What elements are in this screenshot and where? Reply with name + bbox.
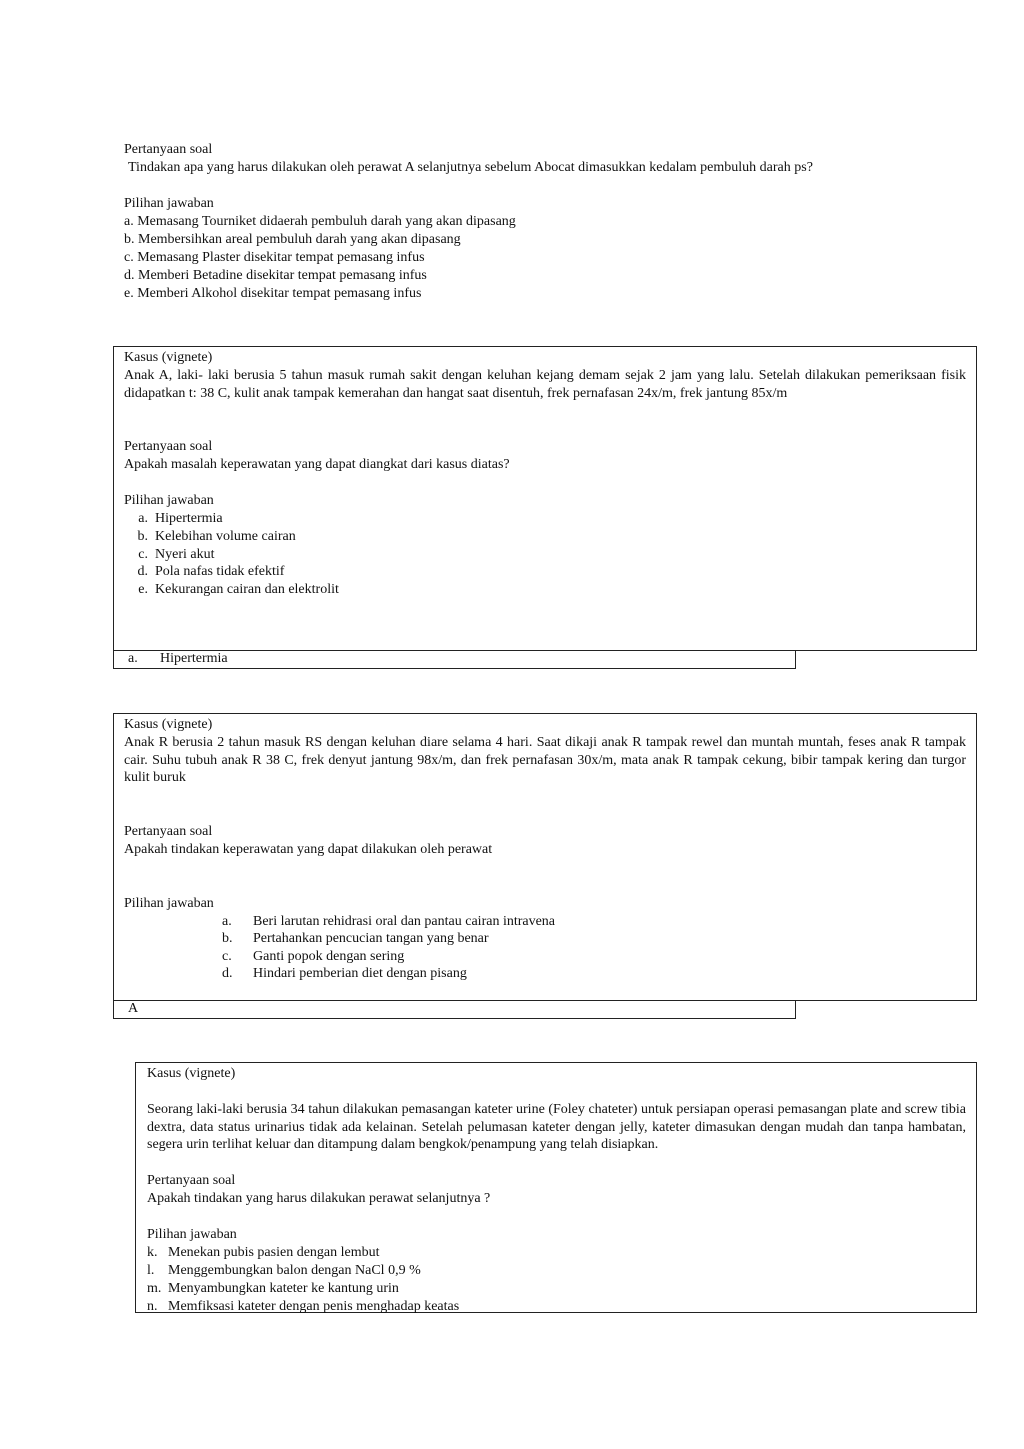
- options-list: [124, 510, 966, 599]
- option-a: a. Hipertermia: [138, 511, 223, 526]
- option-a: a. Memasang Tourniket didaerah pembuluh darah yang akan dipasang: [124, 214, 516, 229]
- case-text: Anak A, laki- laki berusia 5 tahun masuk rumah sakit dengan keluhan kejang demam sejak 2 jam yang lalu. Setelah dilakukan pemeriksaan fisik didapatkan t: 38 C, kulit anak tampak kemerahan dan hangat saat disentuh, frek pernafasan 24x/m, frek jantung 85x/m: [124, 368, 966, 401]
- options-heading: Pilihan jawaban: [124, 493, 214, 508]
- case-box-1: [113, 346, 977, 651]
- option-c: c. Memasang Plaster disekitar tempat pemasang infus: [124, 250, 425, 265]
- option-e: e. Memberi Alkohol disekitar tempat pemasang infus: [124, 286, 422, 301]
- options-list: [124, 913, 966, 983]
- option-a: a. Beri larutan rehidrasi oral dan pantau cairan intravena: [222, 913, 556, 929]
- option-b: b. Pertahankan pencucian tangan yang benar: [222, 931, 489, 947]
- option-c: c. Ganti popok dengan sering: [222, 948, 405, 964]
- case-heading: Kasus (vignete): [124, 717, 213, 732]
- case-heading: Kasus (vignete): [124, 350, 213, 365]
- options-heading: Pilihan jawaban: [147, 1226, 237, 1242]
- options-heading: Pilihan jawaban: [124, 196, 214, 211]
- question-section-1: [124, 141, 974, 303]
- answer-letter: a.: [128, 651, 138, 666]
- question-text: Apakah tindakan keperawatan yang dapat dilakukan oleh perawat: [124, 841, 493, 857]
- question-text: Tindakan apa yang harus dilakukan oleh perawat A selanjutnya sebelum Abocat dimasukkan kedalam pembuluh darah ps?: [128, 160, 813, 175]
- case-text: Anak R berusia 2 tahun masuk RS dengan keluhan diare selama 4 hari. Saat dikaji anak R tampak rewel dan muntah muntah, feses anak R tampak cair. Suhu tubuh anak R 38 C, frek denyut jantung 98x/m, dan frek pernafasan 30x/m, mata anak R tampak cekung, bibir tampak kering dan turgor kulit buruk: [124, 735, 966, 785]
- option-d: d. Memberi Betadine disekitar tempat pemasang infus: [124, 268, 427, 283]
- options-heading: Pilihan jawaban: [124, 895, 214, 911]
- option-m: m. Menyambungkan kateter ke kantung urin: [147, 1280, 399, 1296]
- option-e: e. Kekurangan cairan dan elektrolit: [138, 582, 339, 598]
- option-d: d. Hindari pemberian diet dengan pisang: [222, 966, 467, 982]
- option-k: k. Menekan pubis pasien dengan lembut: [147, 1244, 380, 1260]
- answer-box-2: [113, 1000, 796, 1019]
- question-heading: Pertanyaan soal: [147, 1172, 236, 1188]
- question-heading: Pertanyaan soal: [124, 439, 213, 454]
- option-l: l. Menggembungkan balon dengan NaCl 0,9 %: [147, 1262, 421, 1278]
- answer-box-1: [113, 650, 796, 669]
- case-box-2: [113, 713, 977, 1001]
- case-box-3: [135, 1062, 977, 1313]
- option-d: d. Pola nafas tidak efektif: [137, 564, 285, 580]
- option-c: c. Nyeri akut: [138, 546, 215, 562]
- option-b: b. Membersihkan areal pembuluh darah yang akan dipasang: [124, 232, 461, 247]
- question-heading: Pertanyaan soal: [124, 823, 213, 839]
- case-text: Seorang laki-laki berusia 34 tahun dilakukan pemasangan kateter urine (Foley chateter) untuk persiapan operasi pemasangan plate and screw tibia dextra, data status urinarius tidak ada kelainan. Setelah pelumasan kateter dengan jelly, kateter dimasukan dengan mudah dan tanpa hambatan, segera urin terlihat keluar dan ditampung dalam bengkok/penampung yang telah disiapkan.: [147, 1102, 966, 1152]
- case-heading: Kasus (vignete): [147, 1066, 236, 1081]
- answer-text: Hipertermia: [160, 651, 228, 666]
- question-text: Apakah tindakan yang harus dilakukan perawat selanjutnya ?: [147, 1190, 491, 1206]
- option-n: n. Memfiksasi kateter dengan penis menghadap keatas: [147, 1298, 460, 1314]
- question-heading: Pertanyaan soal: [124, 142, 213, 157]
- answer-text: A: [128, 1001, 139, 1016]
- options-list: [147, 1244, 966, 1316]
- question-text: Apakah masalah keperawatan yang dapat diangkat dari kasus diatas?: [124, 457, 510, 472]
- option-b: b. Kelebihan volume cairan: [137, 528, 296, 544]
